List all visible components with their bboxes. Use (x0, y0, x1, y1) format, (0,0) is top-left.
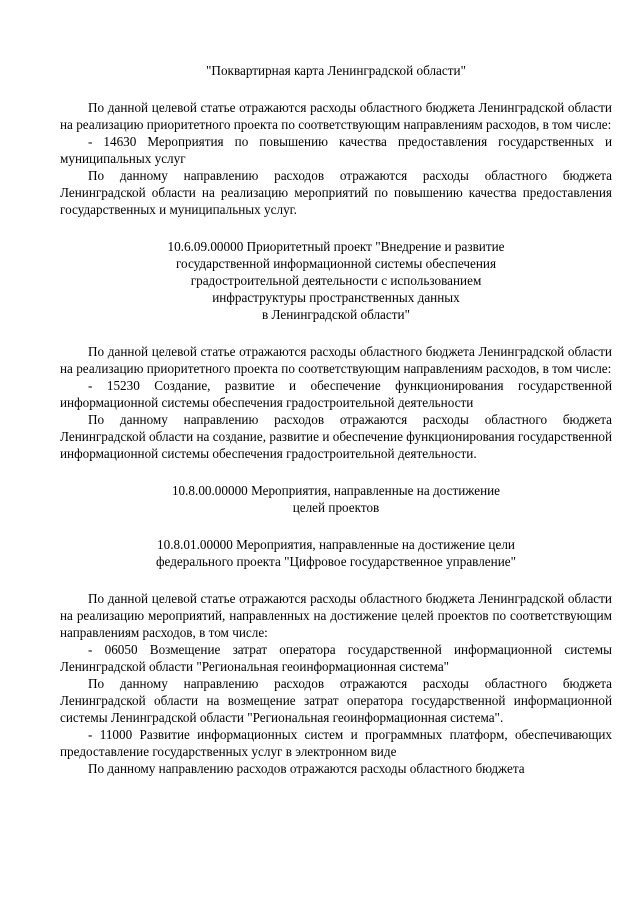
heading-line: в Ленинградской области" (262, 307, 410, 322)
paragraph-note-15230: По данному направлению расходов отражаются расходы областного бюджета Ленинградской области на создание, развитие и обеспечение функционирования государственной информационной системы обеспечения градостроительной деятельности. (60, 412, 612, 461)
heading-line: градостроительной деятельности с использованием (190, 273, 482, 288)
heading-10-8-00 (60, 482, 612, 516)
list-item-06050: - 06050 Возмещение затрат оператора государственной информационной системы Ленинградской области "Региональная геоинформационная система" (60, 642, 612, 674)
spacer (60, 570, 612, 590)
heading-10-6-09 (60, 238, 612, 323)
paragraph-intro-2: По данной целевой статье отражаются расходы областного бюджета Ленинградской области на реализацию приоритетного проекта по соответствующим направлениям расходов, в том числе: (60, 344, 612, 376)
heading-line: 10.6.09.00000 Приоритетный проект "Внедрение и развитие (167, 239, 505, 254)
paragraph-note-11000: По данному направлению расходов отражаются расходы областного бюджета (88, 761, 525, 776)
heading-line: целей проектов (292, 500, 380, 515)
heading-line: государственной информационной системы обеспечения (175, 256, 497, 271)
heading-line: инфраструктуры пространственных данных (212, 290, 460, 305)
heading-line: 10.8.01.00000 Мероприятия, направленные на достижение цели (157, 537, 515, 552)
paragraph-note-14630: По данному направлению расходов отражаются расходы областного бюджета Ленинградской области на реализацию мероприятий по повышению качества предоставления государственных и муниципальных услуг. (60, 168, 612, 217)
spacer (60, 79, 612, 99)
paragraph-intro-1: По данной целевой статье отражаются расходы областного бюджета Ленинградской области на реализацию приоритетного проекта по соответствующим направлениям расходов, в том числе: (60, 100, 612, 132)
heading-line: 10.8.00.00000 Мероприятия, направленные на достижение (171, 483, 501, 498)
spacer (60, 462, 612, 482)
list-item-14630: - 14630 Мероприятия по повышению качества предоставления государственных и муниципальных услуг (60, 134, 612, 166)
spacer (60, 218, 612, 238)
spacer (60, 323, 612, 343)
section-title: "Поквартирная карта Ленинградской области" (206, 63, 466, 78)
heading-10-8-01 (60, 536, 612, 570)
spacer (60, 516, 612, 536)
list-item-11000: - 11000 Развитие информационных систем и программных платформ, обеспечивающих предоставление государственных услуг в электронном виде (60, 727, 612, 759)
list-item-15230: - 15230 Создание, развитие и обеспечение функционирования государственной информационной системы обеспечения градостроительной деятельности (60, 378, 612, 410)
paragraph-note-06050: По данному направлению расходов отражаются расходы областного бюджета Ленинградской области на возмещение затрат оператора государственной информационной системы Ленинградской области "Региональная геоинформационная система". (60, 676, 612, 725)
heading-line: федерального проекта "Цифровое государственное управление" (155, 554, 517, 569)
document-page (60, 62, 612, 777)
paragraph-intro-3: По данной целевой статье отражаются расходы областного бюджета Ленинградской области на реализацию мероприятий, направленных на достижение целей проектов по соответствующим направлениям расходов, в том числе: (60, 591, 612, 640)
